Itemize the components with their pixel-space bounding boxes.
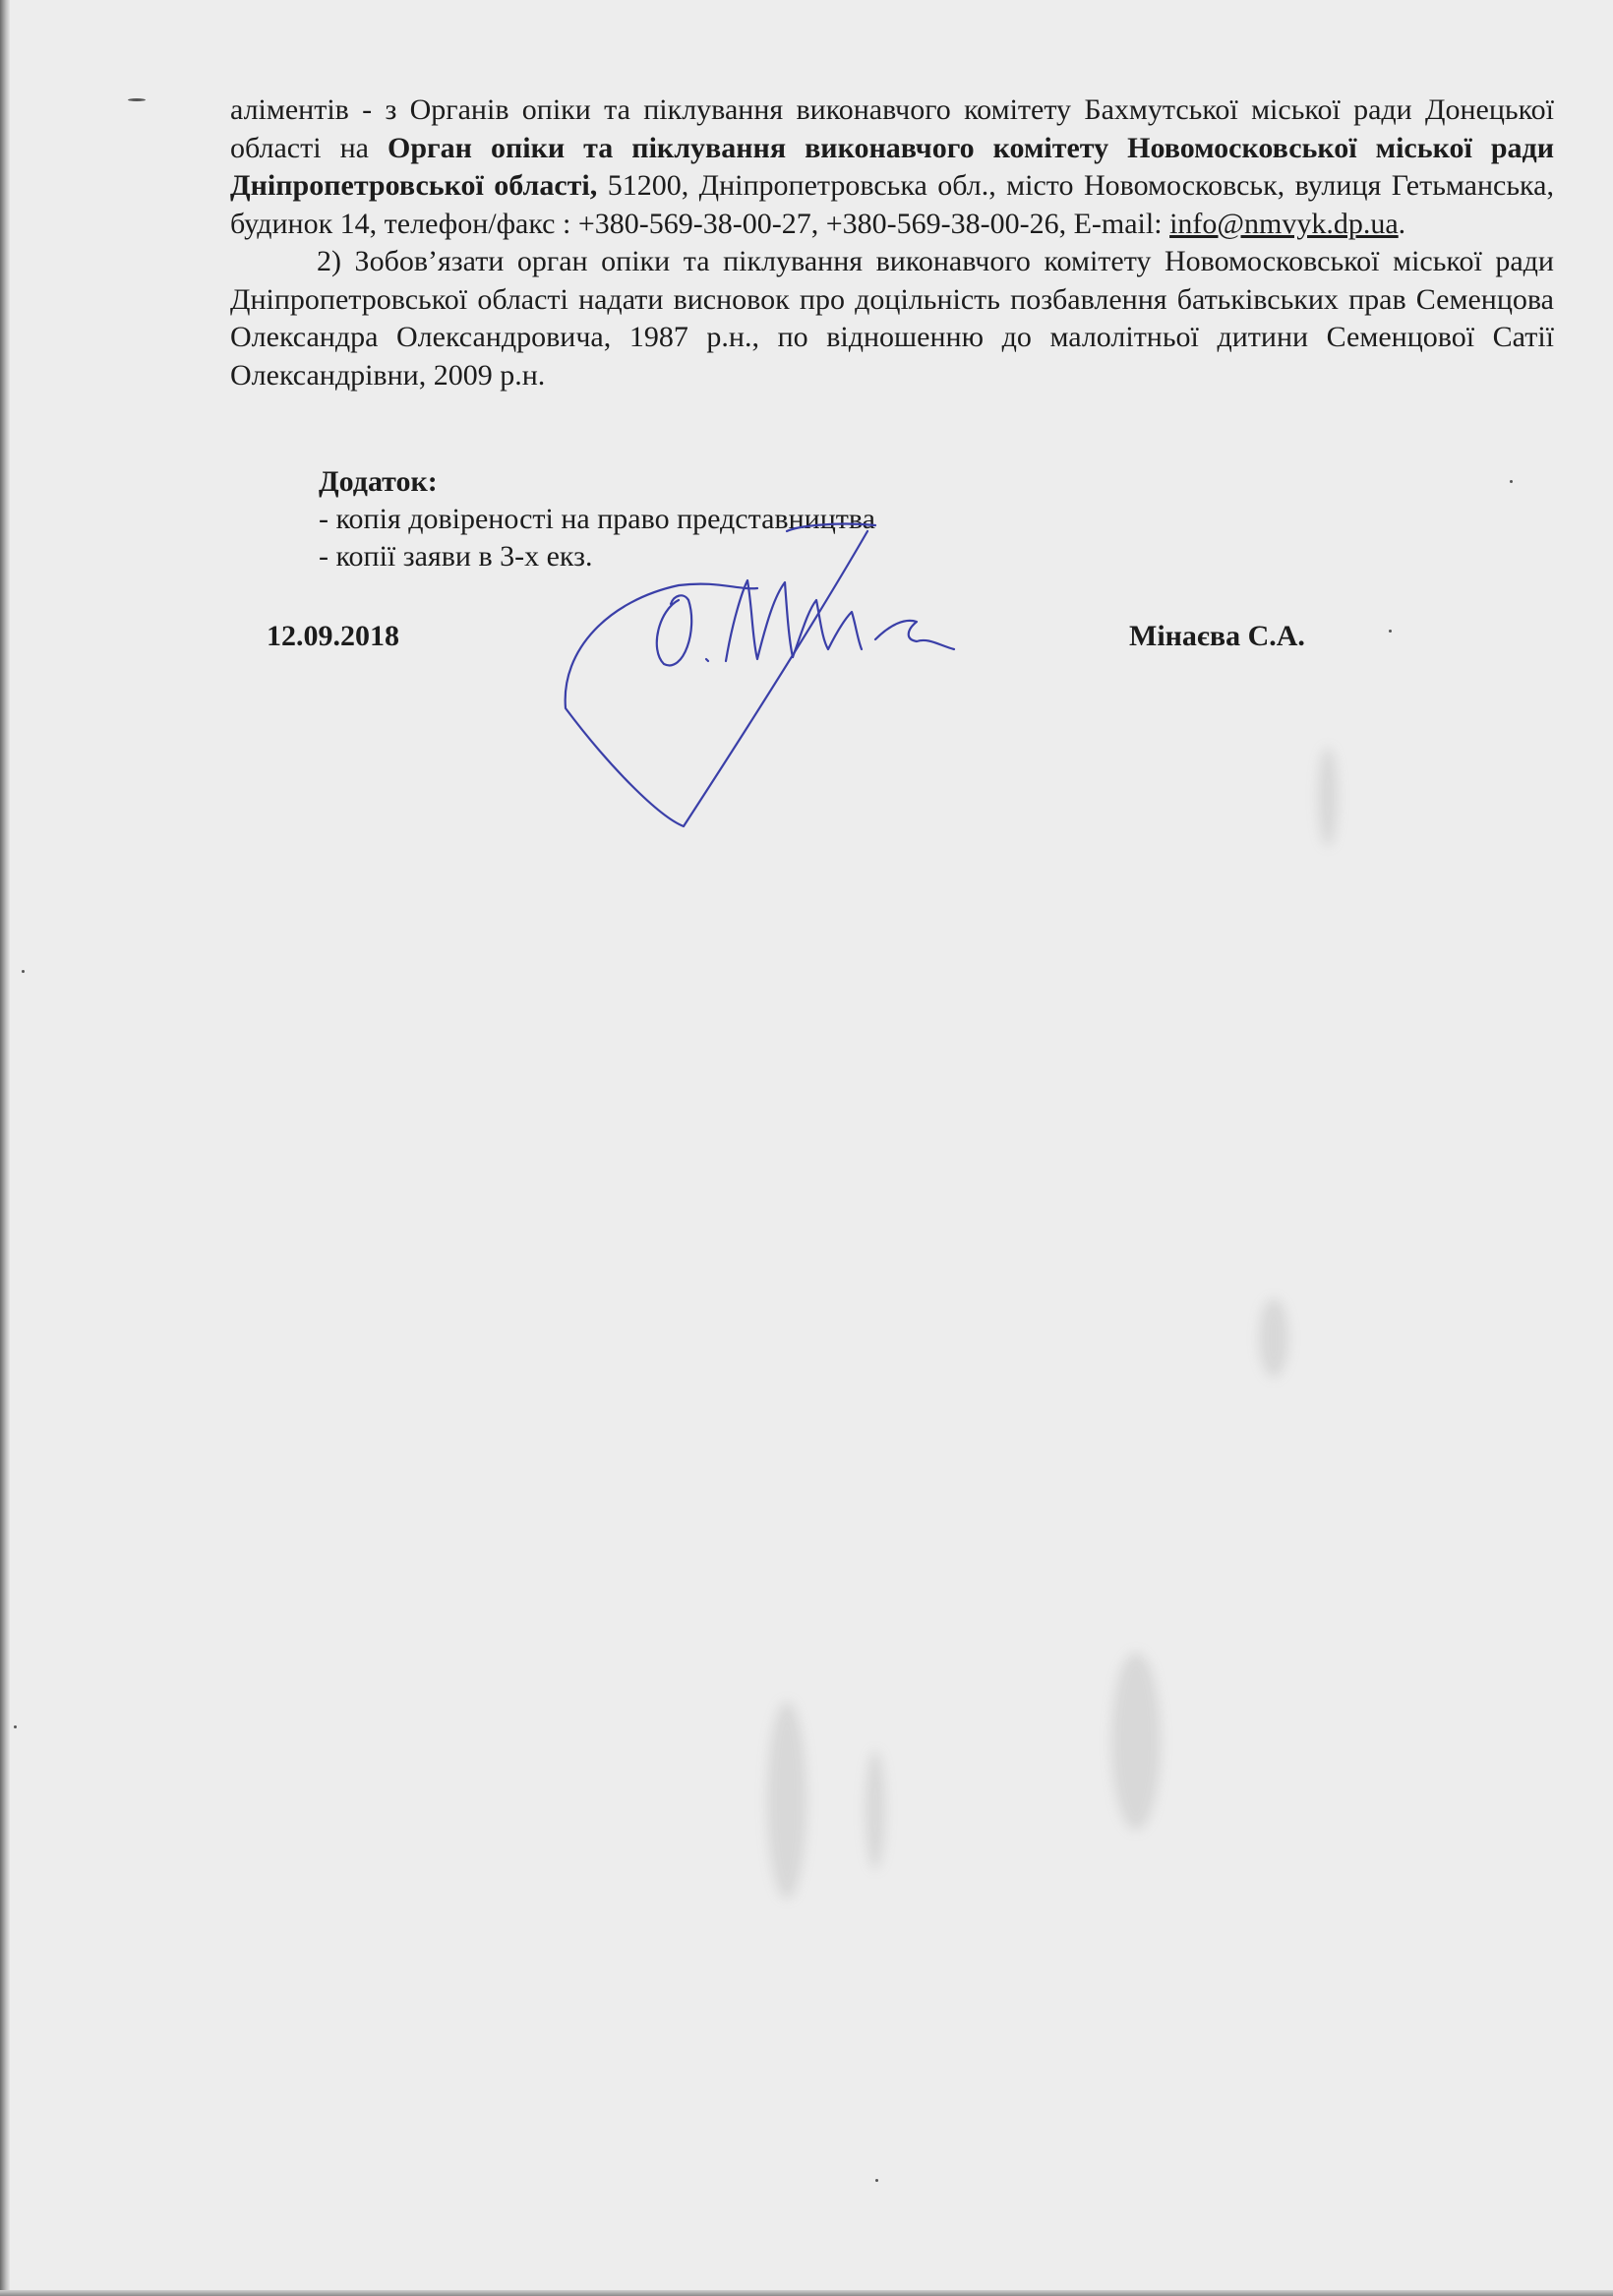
scan-bottom-edge (0, 2290, 1613, 2296)
authority-contacts: 51200, Дніпропетровська обл., місто Новомосковськ, вулиця Гетьманська, будинок 14, телефон/факс : +380-569-38-00-27, +380-569-38-00-26, E-mail: (230, 169, 1554, 240)
scan-smudge (1111, 1653, 1161, 1830)
scan-speck (1510, 480, 1513, 483)
paragraph-obligation: 2) Зобов’язати орган опіки та піклування виконавчого комітету Новомосковської міської ради Дніпропетровської області надати висновок про доцільність позбавлення батьківських прав Семенцова Олександра Олександровича, 1987 р.н., по відношенню до малолітньої дитини Семенцової Сатії Олександрівни, 2009 р.н. (230, 245, 1554, 392)
body-text (230, 91, 1554, 394)
paragraph-transfer-end: . (1398, 207, 1406, 240)
scan-speck (128, 98, 146, 101)
signer-name: Мінаєва С.А. (1129, 620, 1305, 652)
scan-speck (14, 1725, 17, 1728)
scan-speck (22, 970, 25, 973)
scan-smudge (1318, 748, 1338, 846)
signature-strokes (566, 524, 954, 826)
email-link[interactable]: info@nmvyk.dp.ua (1169, 207, 1399, 240)
scan-smudge (866, 1751, 885, 1869)
document-date: 12.09.2018 (267, 620, 399, 652)
guardianship-authority-name: Орган опіки та піклування виконавчого комітету Новомосковської міської ради Дніпропетровської області, (230, 131, 1554, 202)
scan-left-edge (0, 0, 10, 2296)
scan-speck (875, 2179, 878, 2182)
appendix-item: - копії заяви в 3-х екз. (319, 540, 593, 573)
appendix-title: Додаток: (319, 465, 438, 498)
appendix-item: - копія довіреності на право представництва (319, 503, 875, 535)
paragraph-transfer-start: аліментів - з Органів опіки та піклування виконавчого комітету Бахмутської міської ради Донецької області на (230, 93, 1554, 164)
handwritten-signature (551, 502, 1003, 836)
paragraph-transfer (230, 91, 1554, 243)
scan-smudge (767, 1702, 806, 1899)
scan-smudge (1259, 1299, 1288, 1377)
scan-speck (1389, 630, 1392, 633)
